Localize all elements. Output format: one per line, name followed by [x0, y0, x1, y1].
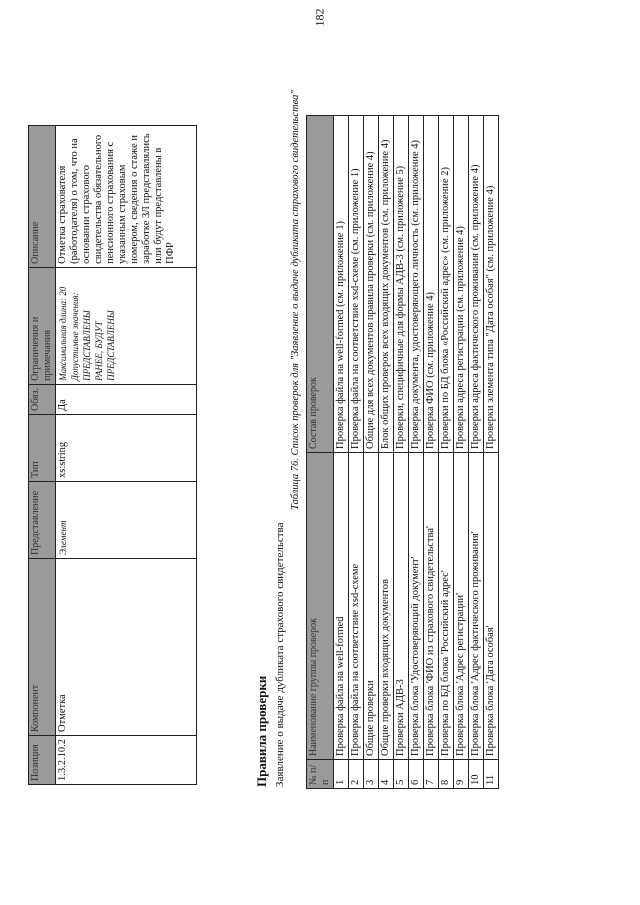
col-type: Тип: [29, 415, 56, 482]
rules-table: [306, 115, 499, 789]
cell-position: 1.3.2.10.2: [56, 736, 197, 785]
row-group: Общие проверки входящих документов: [379, 453, 394, 760]
col-position: Позиция: [29, 736, 56, 785]
row-checks: Проверки адреса регистрации (см. приложение 4): [454, 116, 469, 453]
row-group: Проверки АДВ-3: [394, 453, 409, 760]
cell-required: Да: [56, 384, 197, 414]
table-row: [379, 116, 394, 789]
row-group: Проверка блока 'Дата особая': [484, 453, 499, 760]
cell-representation: Элемент: [56, 482, 197, 559]
row-checks: Проверка ФИО (см. приложение 4): [424, 116, 439, 453]
row-checks: Проверки по БД блока «Российский адрес» (см. приложение 2): [439, 116, 454, 453]
row-checks: Проверки адреса фактического проживания (см. приложение 4): [469, 116, 484, 453]
row-group: Проверка блока 'Удостоверяющий документ': [409, 453, 424, 760]
table-row: [439, 116, 454, 789]
table-row: [424, 116, 439, 789]
row-number: 9: [454, 760, 469, 789]
table-row: [469, 116, 484, 789]
table-row: [334, 116, 349, 789]
row-group: Проверка блока 'Адрес регистрации': [454, 453, 469, 760]
cell-component: Отметка: [56, 559, 197, 736]
table-row: [349, 116, 364, 789]
row-group: Проверка по БД блока 'Российский адрес': [439, 453, 454, 760]
row-group: Проверка блока 'Адрес фактического проживания': [469, 453, 484, 760]
col-representation: Представление: [29, 482, 56, 559]
row-number: 4: [379, 760, 394, 789]
row-checks: Блок общих проверок всех входящих документов (см. приложение 4): [379, 116, 394, 453]
row-number: 3: [364, 760, 379, 789]
table-row: [409, 116, 424, 789]
element-row: [56, 125, 197, 784]
cell-type: xs:string: [56, 415, 197, 482]
rules-table-header: [307, 116, 334, 789]
section-heading: Правила проверки: [254, 675, 269, 787]
row-number: 8: [439, 760, 454, 789]
row-number: 2: [349, 760, 364, 789]
cell-constraints: Максимальная длина: 20 Допустимые значения: ПРЕДСТАВЛЕНЫ РАНЕЕ, БУДУТ ПРЕДСТАВЛЕНЫ: [56, 267, 197, 384]
row-checks: Проверки, специфичные для формы АДВ-3 (см. приложение 5): [394, 116, 409, 453]
row-number: 11: [484, 760, 499, 789]
row-number: 10: [469, 760, 484, 789]
col-description: Описание: [29, 125, 56, 267]
row-checks: Проверка файла на well-formed (см. приложение 1): [334, 116, 349, 453]
element-table: [28, 125, 197, 785]
row-group: Проверка блока 'ФИО из страхового свидетельства': [424, 453, 439, 760]
cell-description: Отметка страхователя (работодателя) о том, что на основании страхового свидетельства обязательного пенсионного страхования с указанным страховым номером, сведения о стаже и заработке ЗЛ представлялись или будут представлены в ПФР: [56, 125, 197, 267]
col-number: № п/п: [307, 760, 334, 789]
col-constraints: Ограничения и примечания: [29, 267, 56, 384]
col-checks: Состав проверок: [307, 116, 334, 453]
row-checks: Проверка документа, удостоверяющего личность (см. приложение 4): [409, 116, 424, 453]
row-group: Проверка файла на соответствие xsd-схеме: [349, 453, 364, 760]
element-table-header: [29, 125, 56, 784]
row-group: Проверка файла на well-formed: [334, 453, 349, 760]
table-caption: Таблица 76. Список проверок для "Заявление о выдаче дубликата страхового свидетельства": [290, 90, 301, 510]
row-group: Общие проверки: [364, 453, 379, 760]
row-number: 6: [409, 760, 424, 789]
row-checks: Общие для всех документов правила проверки (см. приложение 4): [364, 116, 379, 453]
col-component: Компонент: [29, 559, 56, 736]
table-row: [484, 116, 499, 789]
col-required: Обяз.: [29, 384, 56, 414]
table-row: [364, 116, 379, 789]
row-checks: Проверка файла на соответствие xsd-схеме (см. приложение 1): [349, 116, 364, 453]
row-number: 1: [334, 760, 349, 789]
row-number: 5: [394, 760, 409, 789]
table-row: [394, 116, 409, 789]
row-number: 7: [424, 760, 439, 789]
section-subtitle: Заявление о выдаче дубликата страхового свидетельства: [274, 522, 286, 787]
col-group: Наименование группы проверок: [307, 453, 334, 760]
table-row: [454, 116, 469, 789]
page-number: 182: [312, 8, 327, 27]
row-checks: Проверки элемента типа "Дата особая" (см. приложение 4): [484, 116, 499, 453]
